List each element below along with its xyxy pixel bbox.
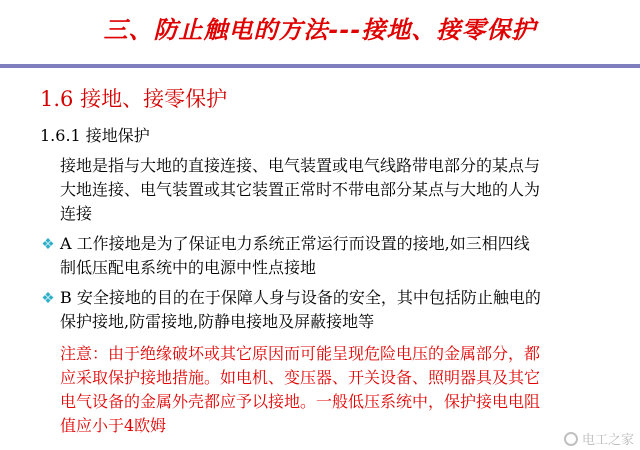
diamond-bullet-icon: ❖: [41, 289, 55, 307]
watermark: [564, 429, 634, 448]
note-line: 电气设备的金属外壳都应予以接地。一般低压系统中，保护接电电阻: [60, 392, 541, 411]
intro-paragraph: [60, 154, 620, 226]
diamond-bullet-icon: ❖: [41, 235, 55, 253]
wechat-icon: [564, 432, 578, 446]
bullet-line: 制低压配电系统中的电源中性点接地: [60, 258, 317, 277]
bullet-item-a: [40, 232, 630, 280]
note-line: 应采取保护接地措施。如电机、变压器、开关设备、照明器具及其它: [60, 368, 541, 387]
note-line: 注意：由于绝缘破坏或其它原因而可能呈现危险电压的金属部分，都: [60, 344, 541, 363]
title-divider: [0, 64, 640, 68]
subsection-heading: 1.6.1 接地保护: [40, 126, 150, 145]
bullet-line: B 安全接地的目的在于保障人身与设备的安全，其中包括防止触电的: [60, 288, 541, 307]
intro-line: 连接: [60, 204, 93, 223]
note-paragraph: [60, 342, 630, 438]
section-heading: 1.6 接地、接零保护: [40, 87, 228, 111]
bullet-line: A 工作接地是为了保证电力系统正常运行而设置的接地,如三相四线: [60, 234, 530, 253]
watermark-text: 电工之家: [581, 433, 634, 448]
bullet-item-b: [40, 286, 630, 334]
note-line: 值应小于4欧姆: [60, 416, 167, 435]
intro-line: 大地连接、电气装置或其它装置正常时不带电部分某点与大地的人为: [60, 180, 541, 199]
intro-line: 接地是指与大地的直接连接、电气装置或电气线路带电部分的某点与: [60, 156, 541, 175]
bullet-line: 保护接地,防雷接地,防静电接地及屏蔽接地等: [60, 312, 375, 331]
slide-title: 三、防止触电的方法---接地、接零保护: [103, 16, 537, 44]
